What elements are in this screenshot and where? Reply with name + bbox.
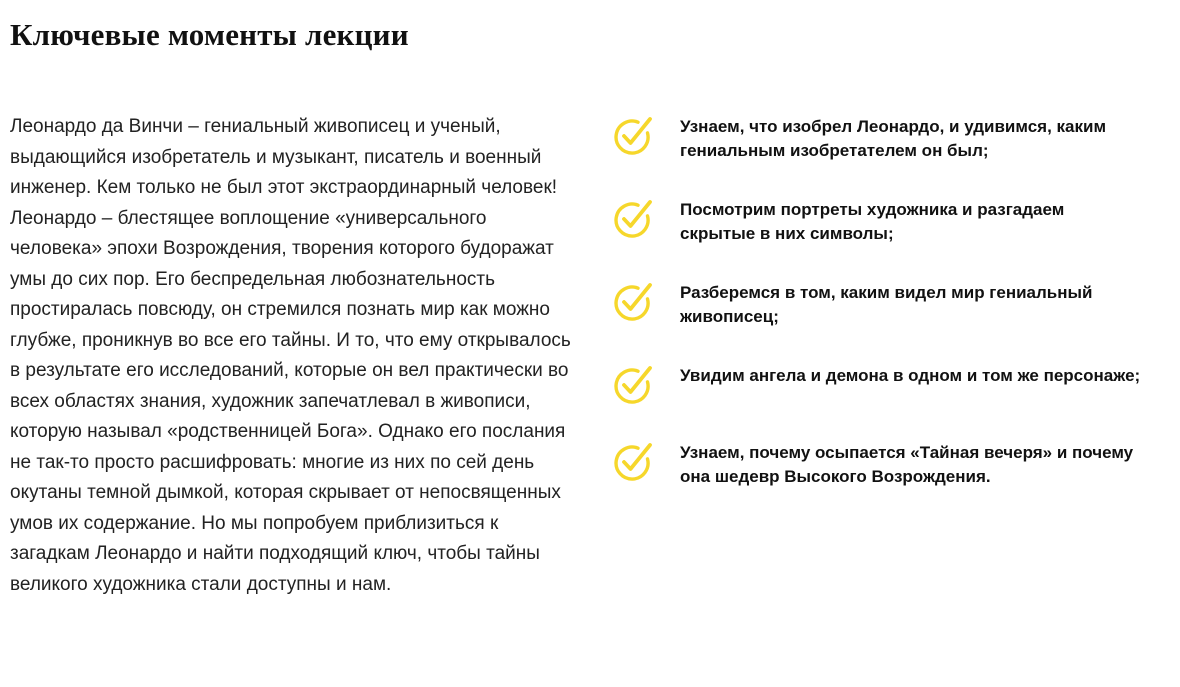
- lecture-point: [612, 362, 1170, 406]
- check-circle-icon: [612, 362, 656, 406]
- lecture-point-text: Узнаем, почему осыпается «Тайная вечеря» и почему она шедевр Высокого Возрождения.: [680, 443, 1134, 486]
- content-columns: [10, 112, 1170, 600]
- lecture-point-text: Увидим ангела и демона в одном и том же персонаже;: [680, 366, 1141, 385]
- check-circle-icon: [612, 113, 656, 157]
- page-title: Ключевые моменты лекции: [10, 17, 409, 52]
- lecture-point-text: Посмотрим портреты художника и разгадаем скрытые в них символы;: [680, 200, 1065, 243]
- lecture-point: [612, 439, 1170, 489]
- check-circle-icon: [612, 439, 656, 483]
- lecture-point-text: Разберемся в том, каким видел мир гениальный живописец;: [680, 283, 1093, 326]
- lecture-point-text: Узнаем, что изобрел Леонардо, и удивимся, каким гениальным изобретателем он был;: [680, 117, 1107, 160]
- intro-column: [10, 112, 577, 600]
- lecture-point: [612, 196, 1170, 246]
- lecture-point: [612, 113, 1170, 163]
- intro-paragraph: Леонардо да Винчи – гениальный живописец и ученый, выдающийся изобретатель и музыкант, писатель и военный инженер. Кем только не был этот экстраординарный человек! Леонардо – блестящее воплощение «универсального человека» эпохи Возрождения, творения которого будоражат умы до сих пор. Его беспредельная любознательность простиралась повсюду, он стремился познать мир как можно глубже, проникнув во все его тайны. И то, что ему открывалось в результате его исследований, которые он вел практически во всех областях знания, художник запечатлевал в живописи, которую называл «родственницей Бога». Однако его послания не так-то просто расшифровать: многие из них по сей день окутаны темной дымкой, которая скрывает от непосвященных умов их содержание. Но мы попробуем приблизиться к загадкам Леонардо и найти подходящий ключ, чтобы тайны великого художника стали доступны и нам.: [10, 116, 571, 595]
- points-column: [612, 112, 1170, 489]
- lecture-point: [612, 279, 1170, 329]
- check-circle-icon: [612, 196, 656, 240]
- check-circle-icon: [612, 279, 656, 323]
